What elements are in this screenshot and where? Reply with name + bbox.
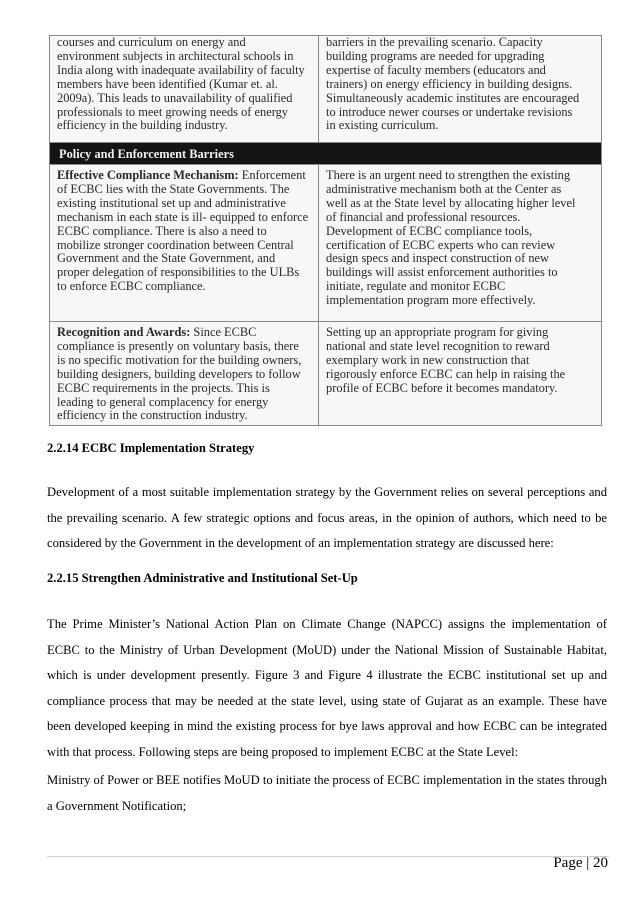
cell-title: Recognition and Awards: [57, 325, 191, 339]
table-section-header: Policy and Enforcement Barriers [50, 143, 601, 165]
table-row [50, 36, 601, 143]
table-cell: barriers in the prevailing scenario. Capacity building programs are needed for upgrading expertise of faculty members (educators and trainers) on energy efficiency in building designs. Simultaneously academic institutes are encouraged to introduce newer courses or undertake revisions in existing curriculum. [326, 36, 580, 133]
table-cell [50, 322, 319, 425]
paragraph: Development of a most suitable implementation strategy by the Government relies on several perceptions and the prevailing scenario. A few strategic options and focus areas, in the opinion of authors, which need to be considered by the Government in the development of an implementation strategy are discussed here: [47, 485, 607, 550]
cell-text: Since ECBC compliance is presently on voluntary basis, there is no specific motivation for the building owners, building designers, building developers to follow ECBC requirements in the projects. This is leading to general complacency for energy efficiency in the construction industry. [57, 325, 302, 423]
cell-title: Effective Compliance Mechanism: [57, 168, 239, 182]
paragraph: Ministry of Power or BEE notifies MoUD to initiate the process of ECBC implementation in the states through a Government Notification; [47, 773, 607, 813]
section-heading: 2.2.14 ECBC Implementation Strategy [47, 441, 255, 455]
table-cell: courses and curriculum on energy and environment subjects in architectural schools in India along with inadequate availability of faculty members have been identified (Kumar et. al. 2009a). This leads to unavailability of qualified professionals to meet growing needs of energy efficiency in the building industry. [50, 36, 319, 142]
section-heading: 2.2.15 Strengthen Administrative and Institutional Set-Up [47, 571, 358, 585]
paragraph: The Prime Minister’s National Action Plan on Climate Change (NAPCC) assigns the implementation of ECBC to the Ministry of Urban Development (MoUD) under the National Mission of Sustainable Habitat, which is under development presently. Figure 3 and Figure 4 illustrate the ECBC institutional set up and compliance process that may be needed at the state level, using state of Gujarat as an example. These have been developed keeping in mind the existing process for bye laws approval and how ECBC can be integrated with that process. Following steps are being proposed to implement ECBC at the State Level: [47, 617, 607, 759]
table-cell: Setting up an appropriate program for giving national and state level recognition to reward exemplary work in new construction that rigorously enforce ECBC can help in raising the profile of ECBC before it becomes mandatory. [326, 325, 566, 395]
page-number: Page | 20 [553, 855, 608, 871]
barriers-table-image [49, 35, 602, 426]
table-cell: There is an urgent need to strengthen the existing administrative mechanism both at the Center as well as at the State level by allocating higher level of financial and professional resources. Development of ECBC compliance tools, certification of ECBC experts who can review design specs and inspect construction of new buildings will assist enforcement authorities to initiate, regulate and monitor ECBC implementation program more effectively. [326, 168, 576, 308]
table-cell [50, 165, 319, 321]
cell-text: Enforcement of ECBC lies with the State Governments. The existing institutional set up and administrative mechanism in each state is ill- equipped to enforce ECBC compliance. There is also a need to mobilize stronger coordination between Central Government and the State Government, and proper delegation of responsibilities to the ULBs to enforce ECBC compliance. [57, 168, 309, 294]
table-row [50, 322, 601, 425]
footer-divider [47, 856, 609, 857]
table-row [50, 165, 601, 322]
